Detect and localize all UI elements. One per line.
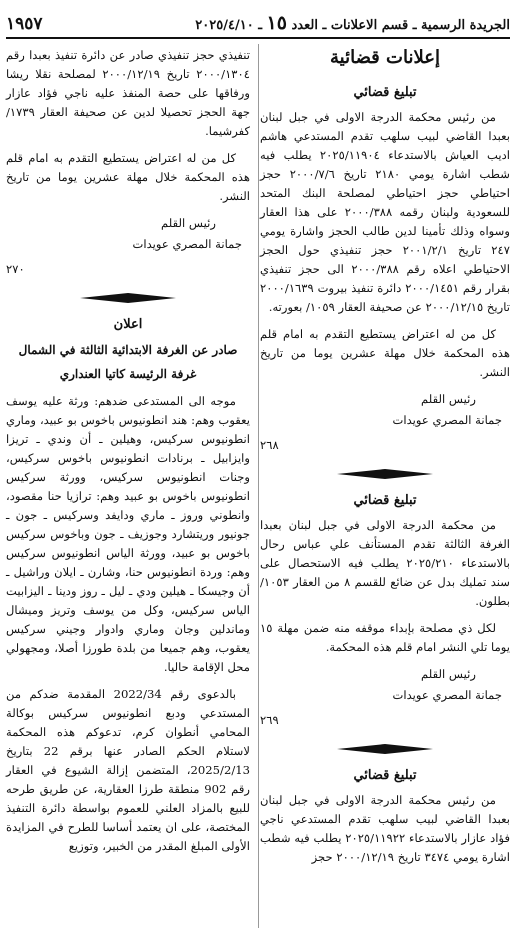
notice-signature: رئيس القلم — [421, 392, 476, 406]
notice-objection: كل من له اعتراض يستطيع التقدم به امام قلم هذه المحكمة خلال مهلة عشرين يوما من تاريخ النشر. — [260, 327, 510, 379]
announcement-court: صادر عن الغرفة الابتدائية الثالثة في الشمال — [18, 343, 238, 357]
page-number: ١٩٥٧ — [6, 14, 43, 34]
announcement-body: بالدعوى رقم 2022/34 المقدمة ضدكم من المستدعي ودبع انطونيوس سركيس بوكالة المحامي أنطوان كرم، تدعوكم هذه المحكمة لاستلام الحكم الصادر عنها برقم 22 بتاريخ 2025/2/13، المتضمن إزالة الشيوع في العقار رقم 902 منطقة طرزا العقارية، عن طريق طرحه للبيع بالمزاد العلني للعموم بواسطة دائرة التنفيذ المختصة، على ان يعتمد أساسا للطرح في المزايدة الأولى المبلغ المقدر من الخبير، وتوزيع — [6, 687, 250, 853]
notice-268 — [260, 83, 510, 455]
right-column — [260, 46, 510, 875]
header-title-part1: الجريدة الرسمية ـ قسم الاعلانات ـ العدد — [291, 18, 510, 33]
notice-number: ٢٦٩ — [260, 713, 279, 727]
section-divider-ornament — [260, 744, 510, 754]
issue-number: ١٥ — [266, 12, 287, 34]
announcement — [6, 315, 250, 856]
notice-body: من محكمة الدرجة الاولى في جبل لبنان بعبدا الغرفة الثالثة تقدم المستأنف علي عباس رحال بالاستدعاء ٢٠٢٥/٢١٠ يطلب فيه الاستحصال على سند تمليك بدل عن ضائع للقسم ٨ من العقار ١٠٥٣/ بطلون. — [260, 518, 511, 608]
column-divider — [258, 44, 259, 928]
notice-number: ٢٧٠ — [6, 262, 25, 276]
announcement-addressees: موجه الى المستدعى ضدهم: ورثة عليه يوسف يعقوب وهم: هند انطونيوس باخوس بو عبيد، وماري انطونيوس سركيس، وهيلين ـ أن وندي ـ تريزا وايزابيل ـ برنادات انطونيوس باخوس سركيس، وجنات انطونيوس سركيس، وورثة سركيس انطونيوس باخوس بو عبيد وهم: ترازيا حنا مقصود، وانطوني وروز ـ ماري ودايفد وسركيس ـ جون ـ جونيور وريتشارد وجوزيف ـ جون وباخوس سركيس باخوس بو عبيد، وورثة الياس انطونيوس سركيس وهم: وردة انطونيوس حنا، وشارن ـ ايلان وراشيل ـ أن وجيسكا ـ هيلين ودي ـ ليل ـ روز ودينا ـ اليزابيت الياس سركيس، وكل من يوسف وتريز وميشال وماندلين وجان وماري وادوار وجيني سركيس يعقوب، وهم جميعا من بلدة طورزا أصلا، ومجهولي محل الإقامة حاليا. — [6, 394, 250, 674]
announcement-title: اعلان — [113, 317, 143, 332]
notice-signer: جمانة المصري عويدات — [392, 413, 502, 427]
section-divider-ornament — [260, 469, 510, 479]
notice-signer: جمانة المصري عويدات — [132, 237, 242, 251]
notice-title: تبليغ قضائي — [353, 85, 417, 100]
left-column — [6, 46, 250, 864]
notice-270-continued — [6, 46, 250, 279]
notice-signer: جمانة المصري عويدات — [392, 688, 502, 702]
section-title: إعلانات قضائية — [330, 47, 440, 68]
notice-objection: لكل ذي مصلحة بإبداء موقفه منه ضمن مهلة ١٥ يوما تلي النشر امام قلم هذه المحكمة. — [260, 621, 510, 654]
header-title — [195, 12, 510, 34]
notice-signature: رئيس القلم — [421, 667, 476, 681]
notice-title: تبليغ قضائي — [353, 768, 417, 783]
notice-objection: كل من له اعتراض يستطيع التقدم به امام قلم هذه المحكمة خلال مهلة عشرين يوما من تاريخ النشر. — [6, 151, 250, 203]
notice-number: ٢٦٨ — [260, 438, 279, 452]
page-header — [6, 8, 510, 39]
notice-body: تنفيذي حجز تنفيذي صادر عن دائرة تنفيذ بعبدا رقم ٢٠٠٠/١٣٠٤ تاريخ ٢٠٠٠/١٢/١٩ لمصلحة نقلا ريشا ورفاقها على حصة المنفذ عليه ناجي فؤاد عازار جهة الحجز تحصيلا لدين عن صحيفة العقار ١٧٣٩/ كفرشيما. — [6, 48, 250, 138]
notice-body: من رئيس محكمة الدرجة الاولى في جبل لبنان بعبدا القاضي لبيب سلهب تقدم المستدعي هاشم اديب العياش بالاستدعاء ٢٠٢٥/١١٩٠٤ يطلب فيه شطب اشارة يومي ٢١٨٠ تاريخ ٢٠٠٠/٧/٦ حجز احتياطي حجز احتياطي لمصلحة البنك المتحد للسعودية ولبنان رقمه ٢٠٠٠/٣٨٨ على هذا العقار وسواه وذلك تأمينا لدين طالب الحجز واشارة يومي ٢٤٧ تاريخ ٢٠٠١/٢/١ حجز تنفيذي حول الحجز الاحتياطي اعلاه رقم ٢٠٠٠/٣٨٨ الى حجز تنفيذي بقرار رقم ٢٠٠٠/١٤٥١ دائرة تنفيذ بيروت ٢٠٠٠/١٦٣٩ تاريخ ٢٠٠٠/١٢/١٥ عن صحيفة العقار ١٠٥٩/ بعورته. — [260, 110, 510, 314]
notice-269 — [260, 491, 510, 730]
notice-signature: رئيس القلم — [161, 216, 216, 230]
section-divider-ornament — [6, 293, 250, 303]
notice-body: من رئيس محكمة الدرجة الاولى في جبل لبنان بعبدا القاضي لبيب سلهب تقدم المستدعي ناجي فؤاد عازار بالاستدعاء ٢٠٢٥/١١٩٢٢ يطلب فيه شطب اشارة يومي ٣٤٧٤ تاريخ ٢٠٠٠/١٢/١٩ حجز — [260, 793, 510, 864]
notice-270-start — [260, 766, 510, 867]
notice-title: تبليغ قضائي — [353, 493, 417, 508]
header-title-part2: ـ ٢٠٢٥/٤/١٠ — [195, 18, 263, 33]
announcement-chamber: غرفة الرئيسة كاتيا العنداري — [59, 367, 197, 381]
